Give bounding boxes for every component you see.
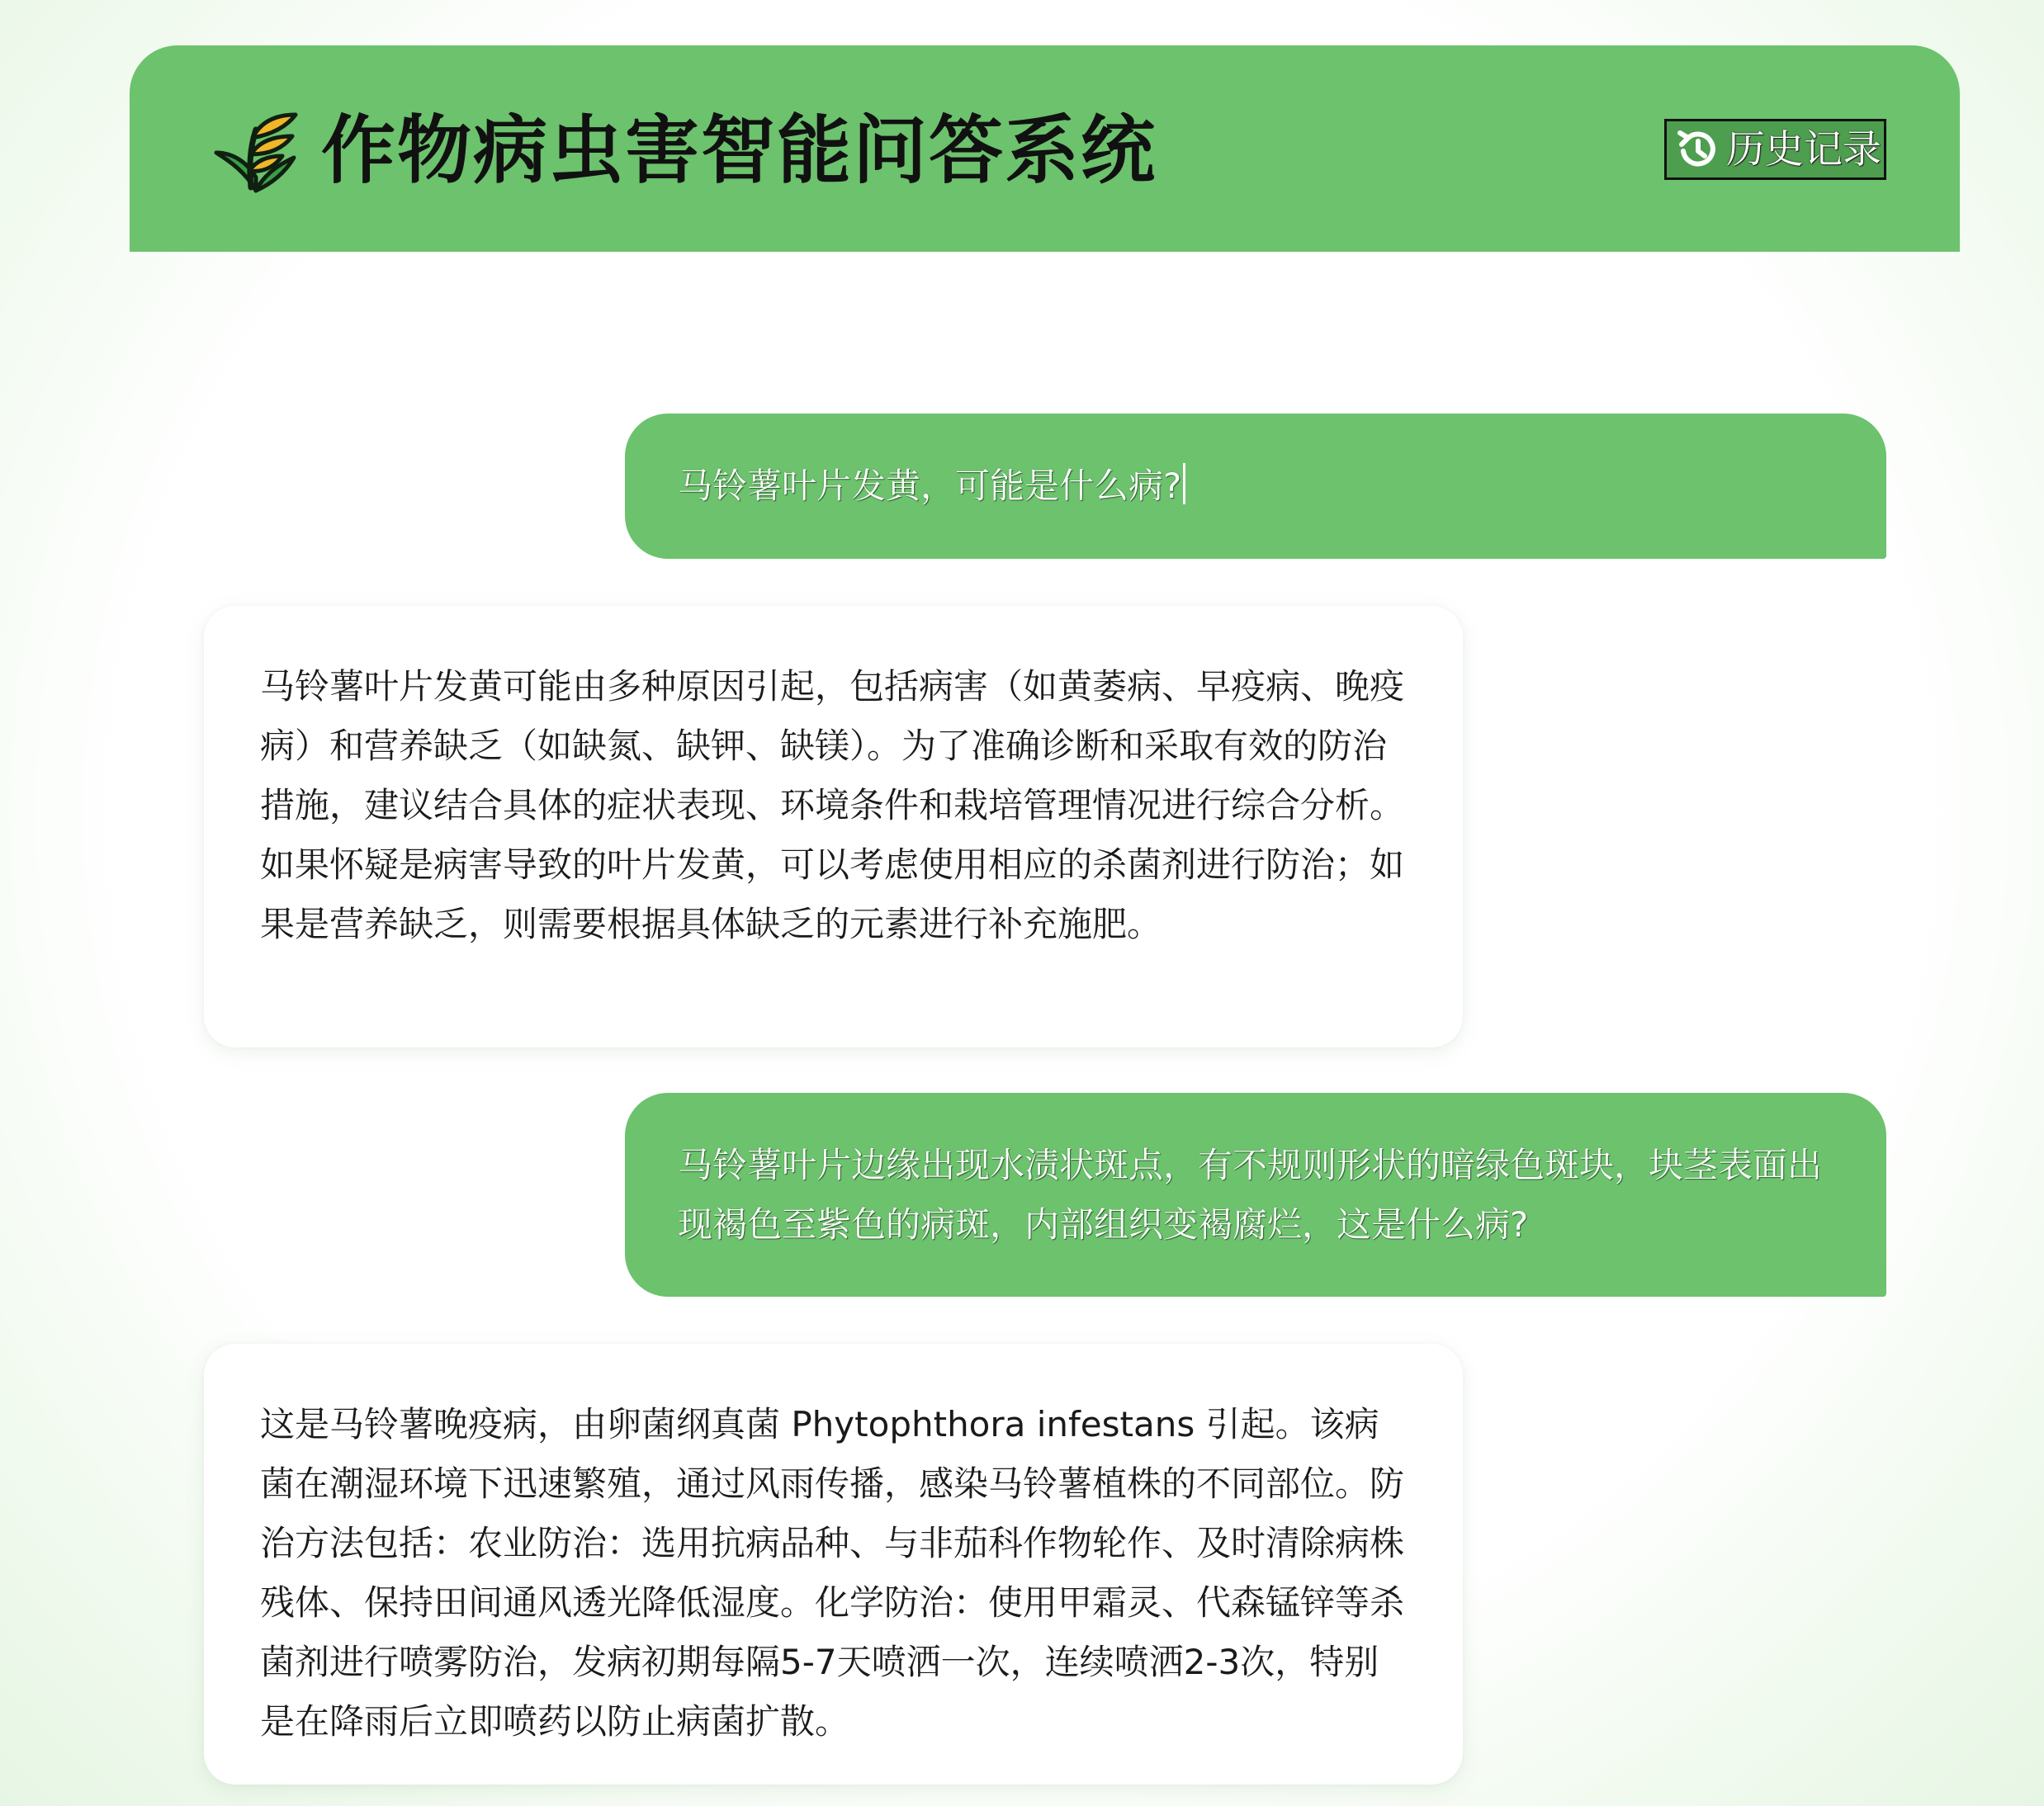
text-cursor bbox=[1183, 463, 1185, 504]
user-message-text: 马铃薯叶片发黄，可能是什么病? bbox=[678, 466, 1182, 506]
chat-area[interactable] bbox=[130, 252, 1960, 1806]
app-window bbox=[130, 45, 1960, 1806]
user-message bbox=[625, 1093, 1886, 1297]
user-message bbox=[625, 414, 1886, 559]
user-message-text: 马铃薯叶片边缘出现水渍状斑点，有不规则形状的暗绿色斑块，块茎表面出现褐色至紫色的病斑，内部组织变褐腐烂，这是什么病? bbox=[678, 1145, 1823, 1245]
history-button-label: 历史记录 bbox=[1726, 126, 1881, 173]
history-button[interactable] bbox=[1664, 119, 1886, 180]
assistant-message-text: 这是马铃薯晚疫病，由卵菌纲真菌 Phytophthora infestans 引起。该病菌在潮湿环境下迅速繁殖，通过风雨传播，感染马铃薯植株的不同部位。防治方法包括：农业防治：选用抗病品种、与非茄科作物轮作、及时清除病株残体、保持田间通风透光降低湿度。化学防治：使用甲霜灵、代森锰锌等杀菌剂进行喷雾防治，发病初期每隔5-7天喷洒一次，连续喷洒2-3次，特别是在降雨后立即喷药以防止病菌扩散。 bbox=[260, 1404, 1405, 1742]
assistant-message bbox=[204, 1344, 1463, 1785]
assistant-message bbox=[204, 606, 1463, 1047]
history-icon bbox=[1673, 126, 1720, 173]
assistant-message-text: 马铃薯叶片发黄可能由多种原因引起，包括病害（如黄萎病、早疫病、晚疫病）和营养缺乏（如缺氮、缺钾、缺镁）。为了准确诊断和采取有效的防治措施，建议结合具体的症状表现、环境条件和栽培管理情况进行综合分析。如果怀疑是病害导致的叶片发黄，可以考虑使用相应的杀菌剂进行防治；如果是营养缺乏，则需要根据具体缺乏的元素进行补充施肥。 bbox=[260, 666, 1405, 944]
app-header bbox=[130, 45, 1960, 252]
wheat-leaf-icon bbox=[210, 105, 302, 197]
app-title: 作物病虫害智能问答系统 bbox=[321, 107, 1157, 194]
